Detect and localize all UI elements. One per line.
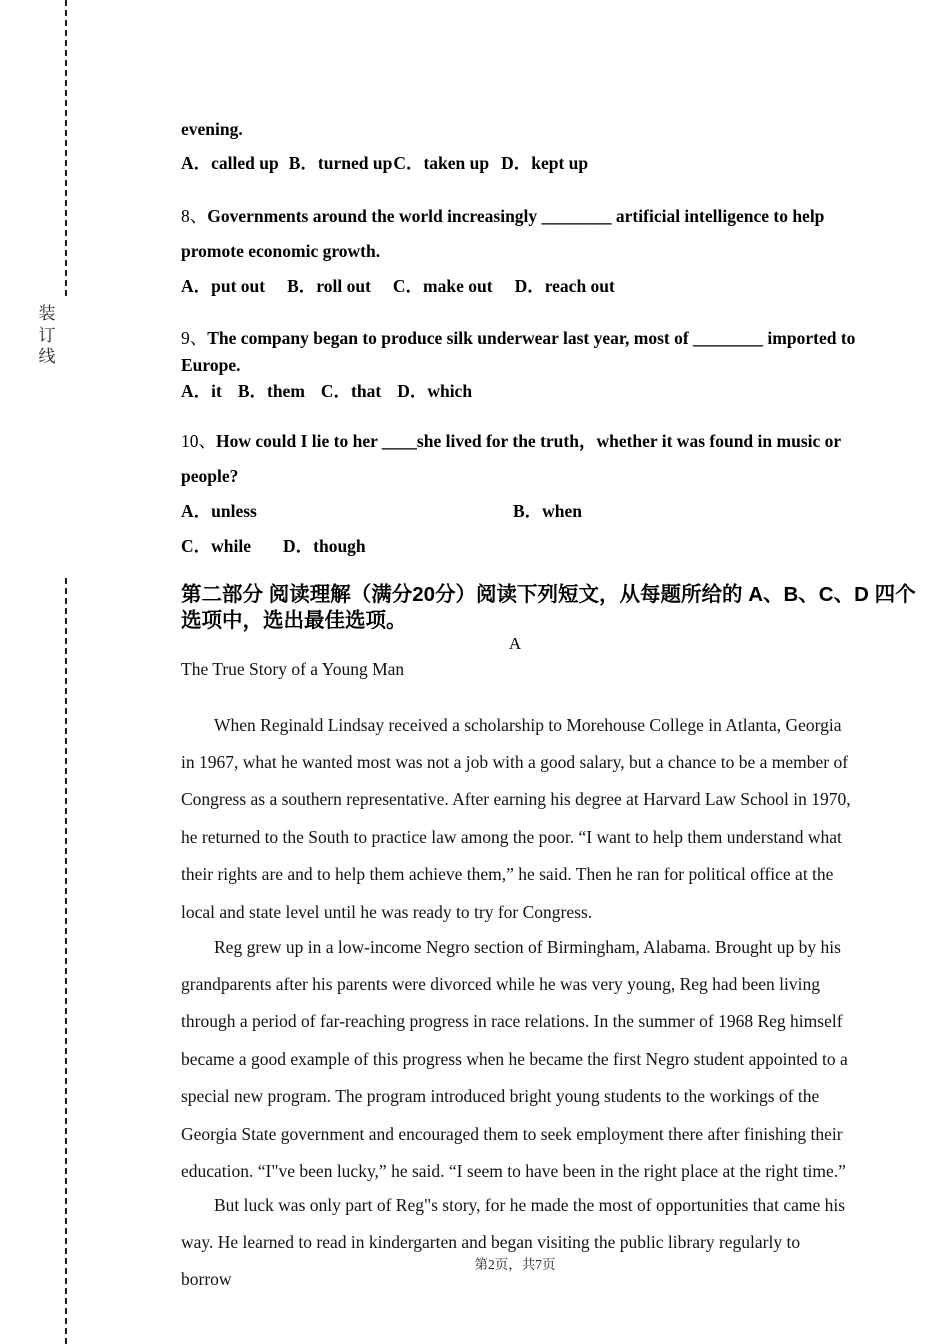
binding-char: 线 (38, 347, 56, 366)
option-c: C．make out (392, 276, 493, 296)
page-number-footer: 第2页，共7页 (474, 1257, 556, 1272)
reading-section-header (181, 582, 916, 634)
question-10-block (181, 424, 881, 564)
option-a: A．it (181, 381, 222, 401)
question-8-block (181, 199, 881, 304)
passage-title: The True Story of a Young Man (181, 659, 405, 679)
binding-char: 装 (38, 304, 56, 323)
passage-paragraph-3: But luck was only part of Reg"s story, for he made the most of opportunities that came his way. He learned to read in kindergarten and began visiting the public library regularly to borrow (181, 1194, 846, 1290)
section-header-line1: 第二部分 阅读理解（满分20分）阅读下列短文，从每题所给的 A、B、C、D 四个 (181, 583, 916, 606)
question-7-block (181, 112, 881, 180)
question-10-options-row1 (181, 494, 881, 529)
option-b: B．turned up (288, 153, 393, 173)
question-8-line2: promote economic growth. (181, 241, 381, 261)
binding-dashed-line-top (65, 0, 67, 296)
question-8-number: 8、 (181, 206, 208, 226)
question-10-options-row2 (181, 529, 881, 564)
question-10-line2: people? (181, 466, 239, 486)
question-9-number: 9、 (181, 328, 208, 348)
option-d: D．kept up (501, 153, 589, 173)
question-9-options (181, 378, 881, 405)
question-10-line1: How could I lie to her ____she lived for the truth，whether it was found in music or (216, 431, 842, 451)
question-8-options (181, 269, 881, 304)
question-9-text (181, 325, 881, 352)
question-9-block (181, 325, 881, 405)
option-b: B．when (513, 501, 583, 521)
option-a: A．put out (181, 276, 266, 296)
option-c: C．while (181, 536, 251, 556)
question-7-options (181, 146, 881, 180)
option-a: A．called up (181, 153, 279, 173)
option-d: D．though (283, 536, 366, 556)
option-c: C．that (320, 381, 382, 401)
passage-label: A (508, 634, 522, 653)
question-9-line2: Europe. (181, 354, 241, 375)
question-8-text (181, 199, 881, 234)
binding-dashed-line-bottom (65, 578, 67, 1344)
question-10-text (181, 424, 881, 459)
passage-paragraph-2: Reg grew up in a low-income Negro section of Birmingham, Alabama. Brought up by his grandparents after his parents were divorced while he was very young, Reg had been living through a period of far-reaching progress in race relations. In the summer of 1968 Reg himself became a good example of this progress when he became the first Negro student appointed to a special new program. The program introduced bright young students to the workings of the Georgia State government and encouraged them to seek employment there after finishing their education. “I"ve been lucky,” he said. “I seem to have been in the right place at the right time.” (181, 936, 848, 1181)
question-8-line1: Governments around the world increasingly ________ artificial intelligence to help (207, 206, 825, 226)
option-d: D．which (397, 381, 473, 401)
question-10-number: 10、 (181, 431, 216, 451)
binding-line-label (35, 303, 59, 368)
option-b: B．them (237, 381, 305, 401)
question-7-tail: evening. (181, 119, 243, 139)
option-a: A．unless (181, 501, 257, 521)
section-header-line2: 选项中，选出最佳选项。 (181, 609, 407, 632)
binding-char: 订 (38, 325, 56, 345)
option-b: B．roll out (287, 276, 371, 296)
option-d: D．reach out (514, 276, 615, 296)
option-c: C．taken up (393, 153, 490, 173)
question-9-line1: The company began to produce silk underwear last year, most of ________ imported to (207, 328, 856, 348)
passage-paragraph-1: When Reginald Lindsay received a scholarship to Morehouse College in Atlanta, Georgia in 1967, what he wanted most was not a job with a good salary, but a chance to be a member of Congress as a southern representative. After earning his degree at Harvard Law School in 1970, he returned to the South to practice law among the poor. “I want to help them understand what their rights are and to help them achieve them,” he said. Then he ran for political office at the local and state level until he was ready to try for Congress. (181, 714, 851, 922)
